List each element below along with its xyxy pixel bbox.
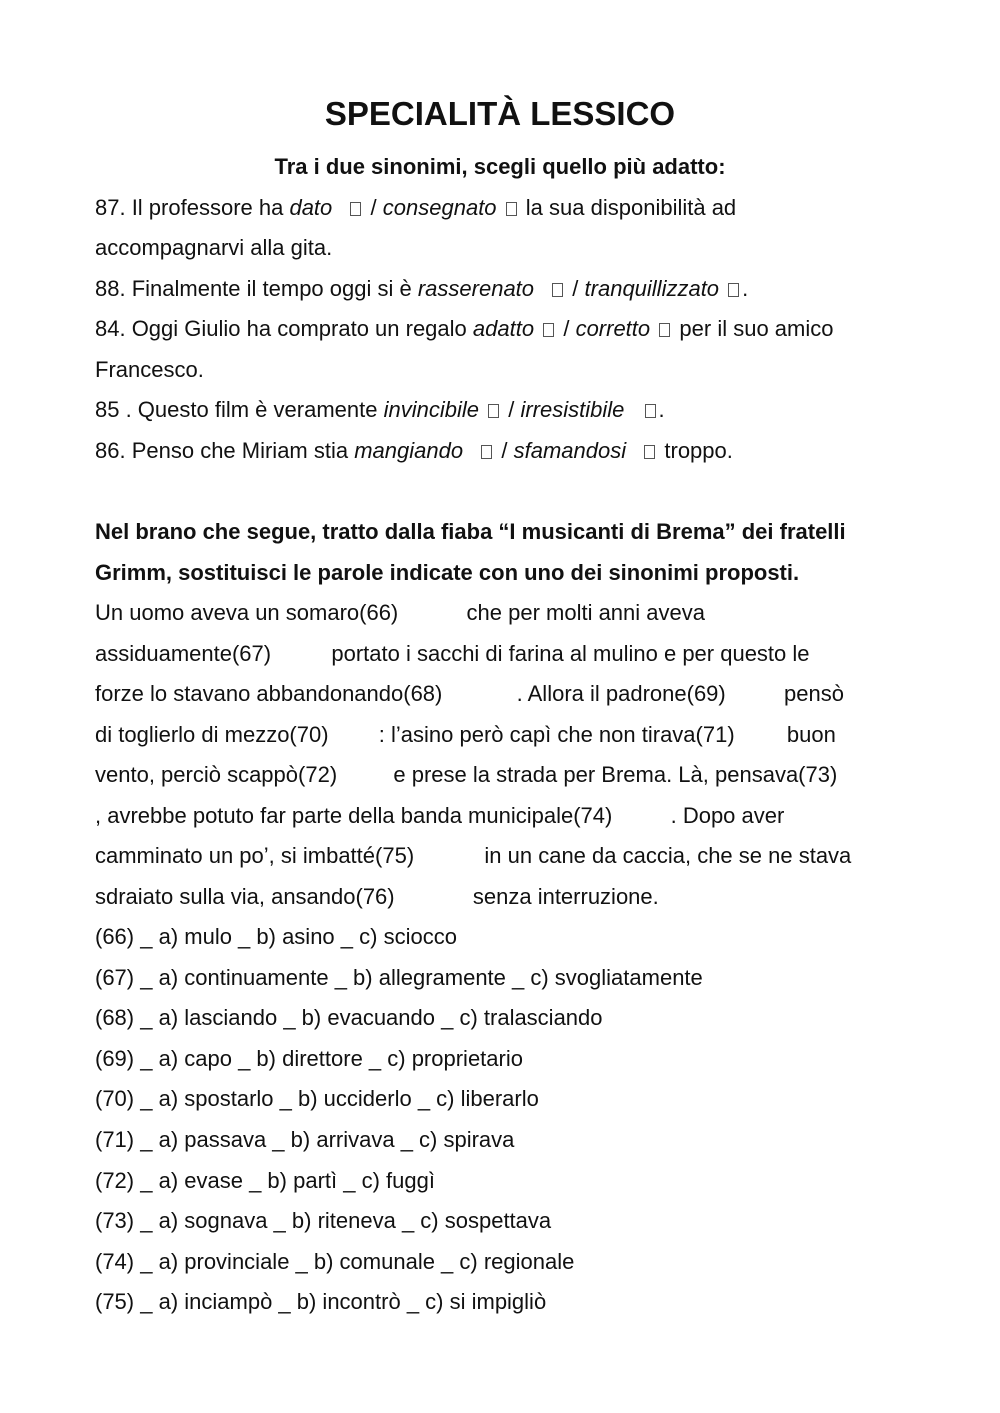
checkbox-84-option-1[interactable] <box>543 323 554 337</box>
question-87-option-2: consegnato <box>382 195 497 220</box>
checkbox-86-option-1[interactable] <box>481 445 492 459</box>
options-72: (72) _ a) evase _ b) partì _ c) fuggì <box>95 1168 435 1193</box>
checkbox-85-option-2[interactable] <box>645 404 656 418</box>
passage-line-3: forze lo stavano abbandonando(68) . Allora il padrone(69) pensò <box>95 681 844 706</box>
passage-line-8: sdraiato sulla via, ansando(76) senza interruzione. <box>95 884 659 909</box>
passage-line-5: vento, perciò scappò(72) e prese la strada per Brema. Là, pensava(73) <box>95 762 838 787</box>
question-85-option-2: irresistibile <box>520 397 625 422</box>
options-74: (74) _ a) provinciale _ b) comunale _ c) regionale <box>95 1249 575 1274</box>
question-85-text: 85 . Questo film è veramente <box>95 397 384 422</box>
question-84: 84. Oggi Giulio ha comprato un regalo adatto / corretto per il suo amico <box>95 316 834 341</box>
question-88-option-2: tranquillizzato <box>584 276 720 301</box>
question-86-option-2: sfamandosi <box>513 438 627 463</box>
options-69: (69) _ a) capo _ b) direttore _ c) proprietario <box>95 1046 523 1071</box>
checkbox-86-option-2[interactable] <box>644 445 655 459</box>
instruction-passage-line-1: Nel brano che segue, tratto dalla fiaba “I musicanti di Brema” dei fratelli <box>95 519 846 544</box>
question-86-option-1: mangiando <box>354 438 464 463</box>
question-88: 88. Finalmente il tempo oggi si è rasserenato / tranquillizzato . <box>95 276 749 301</box>
options-73: (73) _ a) sognava _ b) riteneva _ c) sospettava <box>95 1208 552 1233</box>
question-84-option-2: corretto <box>575 316 651 341</box>
question-84-option-1: adatto <box>472 316 535 341</box>
question-87-continuation: accompagnarvi alla gita. <box>95 235 333 260</box>
question-85: 85 . Questo film è veramente invincibile / irresistibile . <box>95 397 665 422</box>
passage-line-4: di toglierlo di mezzo(70) : l’asino però capì che non tirava(71) buon <box>95 722 836 747</box>
question-88-text: 88. Finalmente il tempo oggi si è <box>95 276 418 301</box>
options-70: (70) _ a) spostarlo _ b) ucciderlo _ c) liberarlo <box>95 1086 539 1111</box>
checkbox-85-option-1[interactable] <box>488 404 499 418</box>
question-87-option-1: dato <box>289 195 333 220</box>
checkbox-87-option-2[interactable] <box>506 202 517 216</box>
question-88-option-1: rasserenato <box>417 276 535 301</box>
checkbox-84-option-2[interactable] <box>659 323 670 337</box>
options-71: (71) _ a) passava _ b) arrivava _ c) spirava <box>95 1127 515 1152</box>
options-75: (75) _ a) inciampò _ b) incontrò _ c) si impigliò <box>95 1289 547 1314</box>
options-67: (67) _ a) continuamente _ b) allegramente _ c) svogliatamente <box>95 965 703 990</box>
options-66: (66) _ a) mulo _ b) asino _ c) sciocco <box>95 924 457 949</box>
passage-line-7: camminato un po’, si imbatté(75) in un cane da caccia, che se ne stava <box>95 843 852 868</box>
passage-line-1: Un uomo aveva un somaro(66) che per molti anni aveva <box>95 600 705 625</box>
passage-line-6: , avrebbe potuto far parte della banda municipale(74) . Dopo aver <box>95 803 785 828</box>
question-86-text: 86. Penso che Miriam stia <box>95 438 355 463</box>
checkbox-88-option-1[interactable] <box>552 283 563 297</box>
checkbox-87-option-1[interactable] <box>350 202 361 216</box>
page-title: SPECIALITÀ LESSICO <box>324 95 676 132</box>
question-86: 86. Penso che Miriam stia mangiando / sfamandosi troppo. <box>95 438 733 463</box>
question-84-text: 84. Oggi Giulio ha comprato un regalo <box>95 316 473 341</box>
passage-line-2: assiduamente(67) portato i sacchi di farina al mulino e per questo le <box>95 641 810 666</box>
checkbox-88-option-2[interactable] <box>728 283 739 297</box>
instruction-synonyms: Tra i due sinonimi, scegli quello più adatto: <box>274 154 726 179</box>
instruction-passage-line-2: Grimm, sostituisci le parole indicate con uno dei sinonimi proposti. <box>95 560 800 585</box>
question-87: 87. Il professore ha dato / consegnato la sua disponibilità ad <box>95 195 737 220</box>
question-84-continuation: Francesco. <box>95 357 204 382</box>
options-68: (68) _ a) lasciando _ b) evacuando _ c) tralasciando <box>95 1005 603 1030</box>
question-85-option-1: invincibile <box>383 397 479 422</box>
question-87-text: 87. Il professore ha <box>95 195 290 220</box>
